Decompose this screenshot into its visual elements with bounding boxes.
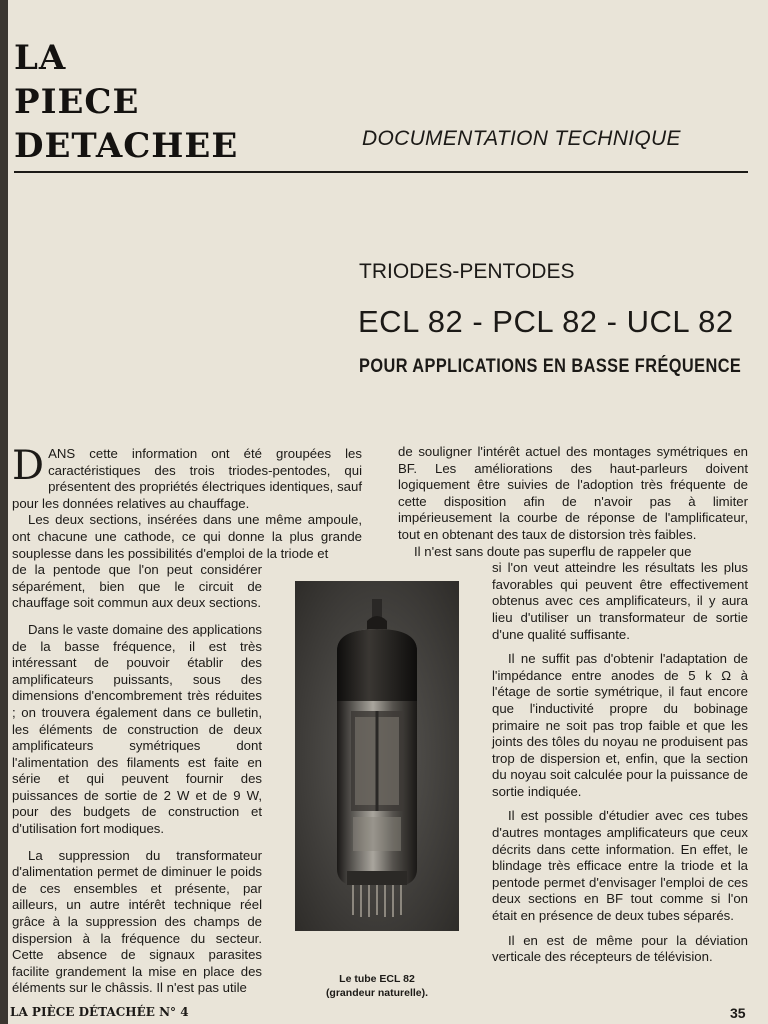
figure-caption <box>295 972 459 1000</box>
right-paragraph-6: Il en est de même pour la déviation verticale des récepteurs de télévision. <box>492 932 748 965</box>
tube-photo <box>295 581 459 931</box>
masthead <box>14 36 238 168</box>
section-label: DOCUMENTATION TECHNIQUE <box>362 127 681 150</box>
left-paragraph-5: La suppression du transformateur d'alimentation permet de diminuer le poids de ces ensembles et présente, par ailleurs, un autre intérêt technique réel grâce à la suppression des champs de dispersion à la fréquence du secteur. Cette absence de signaux parasites facilite grandement la mise en place des éléments sur le châssis. Il n'est pas utile <box>12 847 262 996</box>
masthead-line-2: PIECE <box>14 82 140 122</box>
caption-line-1: Le tube ECL 82 <box>339 973 415 985</box>
masthead-line-1: LA <box>14 38 67 78</box>
masthead-line-3: DETACHEE <box>14 126 239 166</box>
intro-paragraph <box>12 443 362 512</box>
footer-publication: LA PIÈCE DÉTACHÉE N° 4 <box>10 1005 189 1019</box>
left-paragraph-4: Dans le vaste domaine des applications de la basse fréquence, il est très intéressant de pouvoir établir des amplificateurs puissants, sous des dimensions d'encombrement très réduites ; on trouvera également dans ce bulletin, les éléments de construction de deux amplificateurs symétriques dont l'alimentation des filaments est faite en série et qui peuvent fournir des puissances de sortie de 2 W et de 9 W, pour des budgets de construction et d'utilisation fort modiques. <box>12 621 262 837</box>
right-paragraph-4: Il ne suffit pas d'obtenir l'adaptation de l'impédance entre anodes de 5 k Ω à l'étage de sortie symétrique, il faut encore que l'inductivité propre du bobinage primaire ne soit pas trop faible et que les joints des tôles du noyau ne produisent pas trop de dispersion et, enfin, que la section du noyau soit calculée pour la puissance de sortie indiquée. <box>492 651 748 799</box>
article-title: ECL 82 - PCL 82 - UCL 82 <box>358 304 734 339</box>
article-subtitle: POUR APPLICATIONS EN BASSE FRÉQUENCE <box>359 356 742 377</box>
right-paragraph-3: si l'on veut atteindre les résultats les plus favorables qui peuvent être effectivement obtenus avec ces amplificateurs, il y aura lieu d'utiliser un transformateur de sortie d'une qualité suffisante. <box>492 560 748 642</box>
caption-line-2: (grandeur naturelle). <box>325 987 429 999</box>
left-paragraph-2: Les deux sections, insérées dans une même ampoule, ont chacune une cathode, ce qui donne la plus grande souplesse dans les possibilités d'emploi de la triode et <box>12 512 362 561</box>
right-paragraph-5: Il est possible d'étudier avec ces tubes d'autres montages amplificateurs que ceux décrits dans cette information. En effet, le blindage très efficace entre la triode et la pentode permet d'envisager l'emploi de ces deux sections en BF tout comme si l'on était en présence de deux tubes séparés. <box>492 808 748 924</box>
intro-text: ANS cette information ont été groupées les caractéristiques des trois triodes-pentodes, qui présentent des propriétés électriques identiques, sauf pour les données relatives au chauffage. <box>12 446 362 511</box>
page-number: 35 <box>730 1005 746 1021</box>
vacuum-tube-illustration <box>295 581 459 931</box>
article-kicker: TRIODES-PENTODES <box>359 260 575 283</box>
right-paragraph-2: Il n'est sans doute pas superflu de rappeler que <box>414 543 692 559</box>
header-rule <box>14 171 748 173</box>
left-paragraph-3: de la pentode que l'on peut considérer séparément, bien que le circuit de chauffage soit commun aux deux sections. <box>12 562 262 611</box>
drop-cap: D <box>12 443 45 489</box>
right-paragraph-1: de souligner l'intérêt actuel des montages symétriques en BF. Les améliorations des haut-parleurs doivent logiquement être suivies de l'adoption très fréquente de cette disposition afin de n'avoir pas à limiter impérieusement la courbe de réponse de l'amplificateur, tout en obtenant des taux de distorsion très faibles. <box>398 444 748 542</box>
page-binding-edge <box>0 0 8 1024</box>
